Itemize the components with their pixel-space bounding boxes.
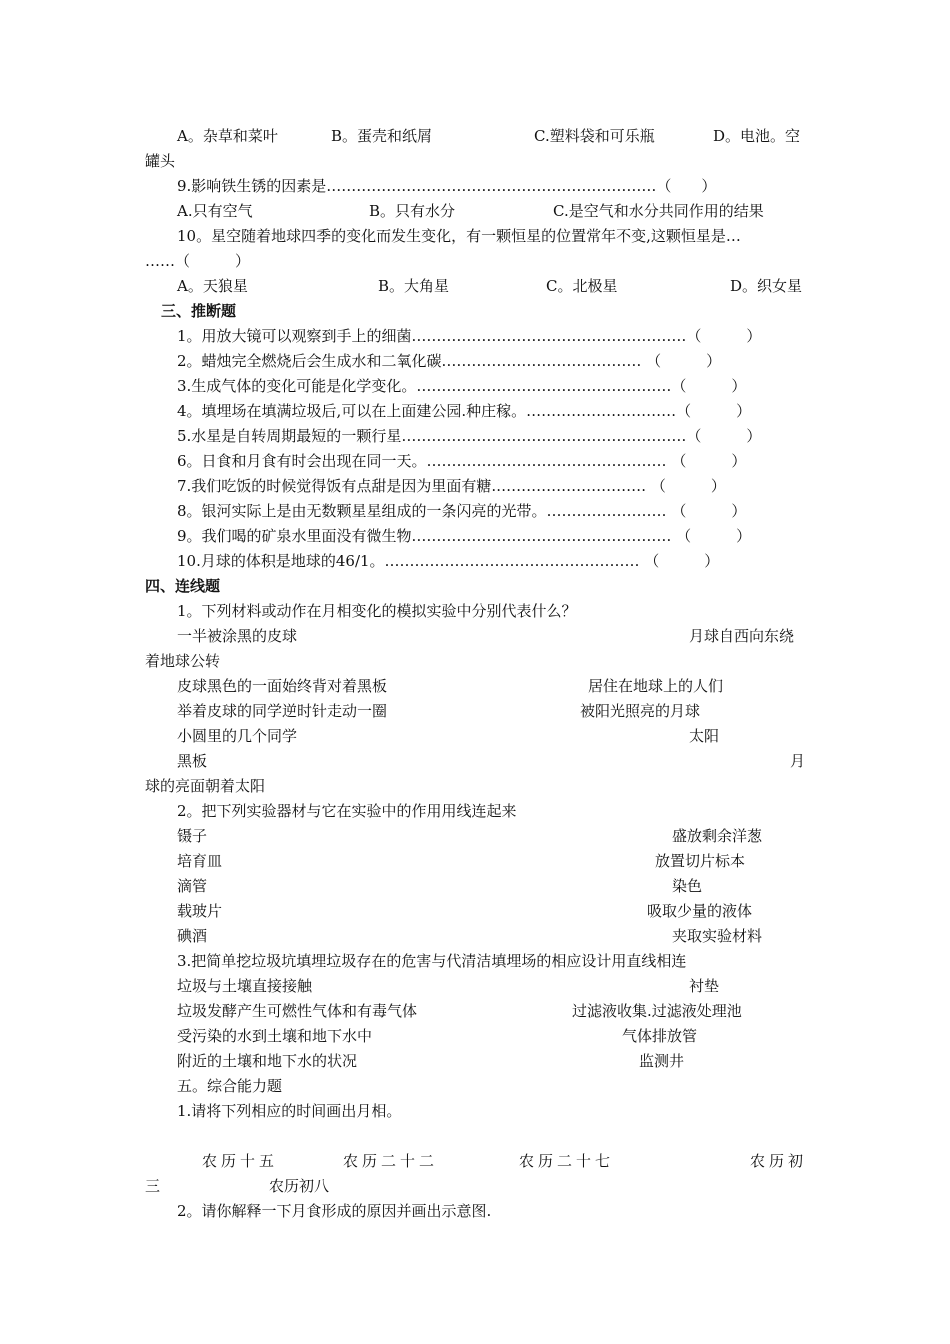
- match-q1-left: 黑板: [177, 752, 208, 770]
- match-q2-left: 培育皿: [177, 852, 223, 870]
- judgment-item: 1。用放大镜可以观察到手上的细菌.………………………………………………（ ）: [177, 327, 762, 345]
- q10-text-cont: ……（ ）: [145, 252, 251, 270]
- moon-phase-date: 农历十五: [202, 1152, 279, 1170]
- match-q1-right-cont: 球的亮面朝着太阳: [145, 777, 266, 795]
- section5-q1: 1.请将下列相应的时间画出月相。: [177, 1102, 402, 1120]
- q10-option-d: D。织女星: [730, 277, 803, 295]
- match-q1-right: 太阳: [689, 727, 720, 745]
- q8-option-b: B。蛋壳和纸屑: [331, 127, 433, 145]
- match-q1-left: 举着皮球的同学逆时针走动一圈: [177, 702, 388, 720]
- match-q2-left: 碘酒: [177, 927, 208, 945]
- moon-phase-date-cont: 三: [145, 1177, 161, 1195]
- match-q1-right-cont: 着地球公转: [145, 652, 221, 670]
- match-q3-left: 垃圾发酵产生可燃性气体和有毒气体: [177, 1002, 418, 1020]
- match-q1-left: 小圆里的几个同学: [177, 727, 298, 745]
- moon-phase-date: 农历初八: [269, 1177, 330, 1195]
- match-q1-right: 月球自西向东绕: [689, 627, 795, 645]
- moon-phase-date: 农历二十七: [519, 1152, 615, 1170]
- match-q2-right: 吸取少量的液体: [647, 902, 753, 920]
- judgment-item: 4。填埋场在填满垃圾后,可以在上面建公园.种庄稼。…………………………（ ）: [177, 402, 752, 420]
- match-q2-right: 夹取实验材料: [672, 927, 763, 945]
- section4-title: 四、连线题: [145, 577, 221, 595]
- judgment-item: 8。银河实际上是由无数颗星星组成的一条闪亮的光带。…………………… （ ）: [177, 502, 747, 520]
- q8-option-a: A。杂草和菜叶: [177, 127, 278, 145]
- match-q1-right: 居住在地球上的人们: [588, 677, 724, 695]
- q9-text: 9.影响铁生锈的因素是…………………………………………………………（ ）: [177, 177, 717, 195]
- q8-option-d: D。电池。空: [713, 127, 801, 145]
- section3-title: 三、推断题: [161, 302, 237, 320]
- match-q2-text: 2。把下列实验器材与它在实验中的作用用线连起来: [177, 802, 517, 820]
- match-q2-left: 镊子: [177, 827, 208, 845]
- match-q1-left: 一半被涂黑的皮球: [177, 627, 298, 645]
- match-q1-left: 皮球黑色的一面始终背对着黑板: [177, 677, 388, 695]
- match-q3-text: 3.把简单挖垃圾坑填埋垃圾存在的危害与代清洁填埋场的相应设计用直线相连: [177, 952, 687, 970]
- q10-option-a: A。天狼星: [177, 277, 248, 295]
- q10-option-c: C。北极星: [546, 277, 618, 295]
- judgment-item: 6。日食和月食有时会出现在同一天。………………………………………… （ ）: [177, 452, 747, 470]
- match-q2-left: 载玻片: [177, 902, 223, 920]
- match-q3-right: 监测井: [639, 1052, 685, 1070]
- match-q1-right: 被阳光照亮的月球: [580, 702, 701, 720]
- q10-text: 10。星空随着地球四季的变化而发生变化，有一颗恒星的位置常年不变,这颗恒星是…: [177, 227, 741, 245]
- judgment-item: 9。我们喝的矿泉水里面没有微生物.…………………………………………… （ ）: [177, 527, 752, 545]
- q9-option-c: C.是空气和水分共同作用的结果: [553, 202, 764, 220]
- match-q1-text: 1。下列材料或动作在月相变化的模拟实验中分别代表什么？: [177, 602, 577, 620]
- judgment-item: 3.生成气体的变化可能是化学变化。……………………………………………（ ）: [177, 377, 747, 395]
- judgment-item: 2。蜡烛完全燃烧后会生成水和二氧化碳.………………………………… （ ）: [177, 352, 722, 370]
- match-q3-right: 气体排放管: [622, 1027, 698, 1045]
- q8-option-d-cont: 罐头: [145, 152, 176, 170]
- match-q3-left: 附近的土壤和地下水的状况: [177, 1052, 358, 1070]
- match-q2-right: 放置切片标本: [655, 852, 746, 870]
- match-q2-right: 染色: [672, 877, 703, 895]
- match-q1-right: 月: [790, 752, 806, 770]
- match-q3-right: 衬垫: [689, 977, 720, 995]
- q9-option-a: A.只有空气: [177, 202, 253, 220]
- section5-q2: 2。请你解释一下月食形成的原因并画出示意图.: [177, 1202, 492, 1220]
- moon-phase-date: 农历二十二: [343, 1152, 439, 1170]
- q10-option-b: B。大角星: [378, 277, 450, 295]
- q9-option-b: B。只有水分: [369, 202, 456, 220]
- moon-phase-date: 农历初: [750, 1152, 808, 1170]
- match-q2-left: 滴管: [177, 877, 208, 895]
- section5-title: 五。综合能力题: [177, 1077, 283, 1095]
- match-q3-left: 受污染的水到土壤和地下水中: [177, 1027, 373, 1045]
- judgment-item: 5.水星是自转周期最短的一颗行星…………………………………………………（ ）: [177, 427, 762, 445]
- match-q2-right: 盛放剩余洋葱: [672, 827, 763, 845]
- judgment-item: 10.月球的体积是地球的46/1。…………………………………………… （ ）: [177, 552, 720, 570]
- judgment-item: 7.我们吃饭的时候觉得饭有点甜是因为里面有糖.………………………… （ ）: [177, 477, 726, 495]
- match-q3-right: 过滤液收集.过滤液处理池: [572, 1002, 742, 1020]
- match-q3-left: 垃圾与土壤直接接触: [177, 977, 313, 995]
- q8-option-c: C.塑料袋和可乐瓶: [534, 127, 655, 145]
